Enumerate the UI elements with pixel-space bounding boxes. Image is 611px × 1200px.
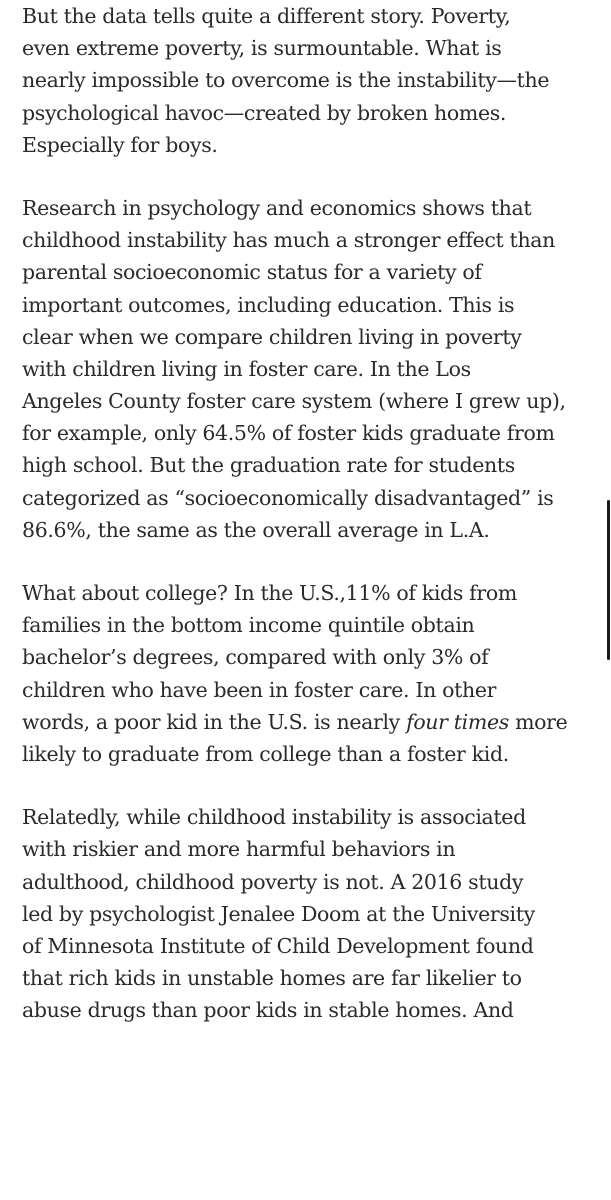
- text-line: clear when we compare children living in poverty: [22, 324, 522, 349]
- paragraph-data-story: [22, 0, 602, 161]
- scrollbar[interactable]: [603, 0, 611, 1200]
- text-line: psychological havoc—created by broken homes.: [22, 100, 507, 125]
- text-line-emphasis: [22, 706, 602, 738]
- text-run: words, a poor kid in the U.S. is nearly: [22, 709, 407, 734]
- text-line: with riskier and more harmful behaviors in: [22, 837, 456, 862]
- text-line: abuse drugs than poor kids in stable homes. And: [22, 998, 514, 1023]
- text-line: important outcomes, including education. This is: [22, 292, 515, 317]
- text-line: of Minnesota Institute of Child Development found: [22, 933, 534, 958]
- text-line: Angeles County foster care system (where I grew up),: [22, 389, 566, 414]
- text-line: adulthood, childhood poverty is not. A 2016 study: [22, 869, 524, 894]
- text-line: parental socioeconomic status for a variety of: [22, 260, 482, 285]
- text-line: 86.6%, the same as the overall average in L.A.: [22, 517, 490, 542]
- text-line: nearly impossible to overcome is the instability—the: [22, 68, 550, 93]
- scrollbar-thumb[interactable]: [607, 500, 610, 660]
- text-line: led by psychologist Jenalee Doom at the University: [22, 901, 535, 926]
- paragraph-college: [22, 577, 602, 770]
- article-body: [22, 0, 602, 1026]
- text-line: Especially for boys.: [22, 132, 218, 157]
- text-line: childhood instability has much a stronger effect than: [22, 228, 556, 253]
- text-line: But the data tells quite a different story. Poverty,: [22, 4, 511, 28]
- text-line: with children living in foster care. In the Los: [22, 356, 471, 381]
- text-line: that rich kids in unstable homes are far likelier to: [22, 966, 522, 991]
- text-line: bachelor’s degrees, compared with only 3% of: [22, 645, 489, 670]
- text-line: What about college? In the U.S.,11% of kids from: [22, 581, 517, 605]
- text-line: Relatedly, while childhood instability is associated: [22, 805, 526, 830]
- text-line: even extreme poverty, is surmountable. What is: [22, 36, 502, 61]
- text-line: families in the bottom income quintile obtain: [22, 613, 475, 638]
- text-line: for example, only 64.5% of foster kids graduate from: [22, 421, 555, 446]
- text-run: more: [508, 709, 568, 734]
- text-line: children who have been in foster care. In other: [22, 677, 497, 702]
- text-line: high school. But the graduation rate for students: [22, 453, 515, 478]
- text-line: Research in psychology and economics shows that: [22, 195, 532, 220]
- paragraph-research: [22, 192, 602, 546]
- text-line: categorized as “socioeconomically disadvantaged” is: [22, 485, 554, 510]
- text-line: likely to graduate from college than a foster kid.: [22, 741, 509, 766]
- emphasized-text: four times: [406, 709, 509, 734]
- paragraph-related: [22, 801, 602, 1026]
